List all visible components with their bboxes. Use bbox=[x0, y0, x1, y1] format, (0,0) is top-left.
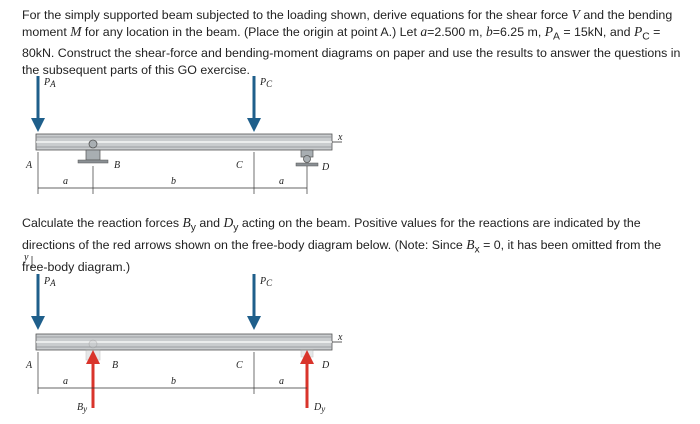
dimension-lines bbox=[38, 352, 307, 394]
beam bbox=[36, 334, 332, 350]
symbol-bx-sub: x bbox=[474, 244, 480, 256]
symbol-pc: P bbox=[633, 23, 643, 39]
reaction-arrow-dy bbox=[300, 350, 314, 408]
load-arrow-pa bbox=[31, 274, 45, 330]
roller-support-d bbox=[296, 150, 318, 166]
free-body-diagram bbox=[0, 250, 380, 422]
symbol-bx: B bbox=[466, 236, 475, 252]
symbol-pc-sub: C bbox=[642, 30, 650, 42]
label-d: D bbox=[322, 360, 330, 371]
symbol-b: b bbox=[485, 23, 493, 39]
load-arrow-pa bbox=[31, 76, 45, 132]
dim-a-left: a bbox=[63, 176, 68, 187]
label-pa: PA bbox=[44, 77, 56, 89]
symbol-dy-sub: y bbox=[233, 222, 239, 234]
value-pa: = 15kN, and bbox=[559, 24, 634, 39]
dimension-lines bbox=[38, 152, 307, 194]
text-segment: acting on the beam. Positive values for the reactions are indicated by the directions of the red arrows shown on the free-body diagram below. (Note: Since bbox=[22, 216, 641, 252]
symbol-by: B bbox=[182, 215, 191, 230]
label-by: By bbox=[77, 402, 88, 414]
label-pc: PC bbox=[260, 276, 273, 288]
label-pa: PA bbox=[44, 276, 56, 288]
text-segment: for any location in the beam. (Place the origin at point A.) Let bbox=[81, 24, 421, 39]
dim-a-right: a bbox=[279, 176, 284, 187]
dim-a-right: a bbox=[279, 376, 284, 387]
label-c: C bbox=[236, 360, 243, 371]
label-a: A bbox=[26, 360, 33, 371]
label-b: B bbox=[114, 160, 121, 171]
dim-a-left: a bbox=[63, 376, 68, 387]
label-x: x bbox=[338, 132, 343, 143]
value-pc: = 80kN. Construct the shear-force and bending-moment diagrams on paper and use the results to answer the questions in the subsequent parts of this GO exercise. bbox=[22, 24, 681, 77]
load-arrow-pc bbox=[247, 274, 261, 330]
label-dy: Dy bbox=[314, 402, 326, 414]
text-segment: For the simply supported beam subjected to the loading shown, derive equations for the shear force bbox=[22, 8, 572, 22]
label-a: A bbox=[26, 160, 33, 171]
value-b: =6.25 m, bbox=[492, 24, 545, 39]
symbol-dy: D bbox=[223, 215, 234, 230]
dim-b: b bbox=[171, 376, 176, 387]
label-y: y bbox=[24, 252, 29, 263]
problem-statement bbox=[22, 7, 682, 78]
symbol-a: a bbox=[420, 23, 428, 39]
text-segment: = 0, it has been omitted from the free-body diagram.) bbox=[22, 237, 662, 274]
beam-loading-figure bbox=[0, 70, 380, 200]
text-segment: and the bending moment bbox=[22, 8, 673, 39]
symbol-pa-sub: A bbox=[553, 30, 560, 42]
symbol-by-sub: y bbox=[190, 222, 196, 234]
label-d: D bbox=[322, 162, 330, 173]
beam bbox=[36, 134, 332, 150]
symbol-pa: P bbox=[544, 23, 553, 39]
symbol-m: M bbox=[70, 23, 82, 39]
text-segment: Calculate the reaction forces bbox=[22, 216, 183, 230]
value-a: =2.500 m, bbox=[427, 24, 486, 39]
label-b: B bbox=[112, 360, 119, 371]
dim-b: b bbox=[171, 176, 176, 187]
symbol-v: V bbox=[571, 7, 580, 22]
text-segment: and bbox=[195, 216, 224, 230]
label-x: x bbox=[338, 332, 343, 343]
label-pc: PC bbox=[260, 77, 273, 89]
label-c: C bbox=[236, 160, 243, 171]
load-arrow-pc bbox=[247, 76, 261, 132]
